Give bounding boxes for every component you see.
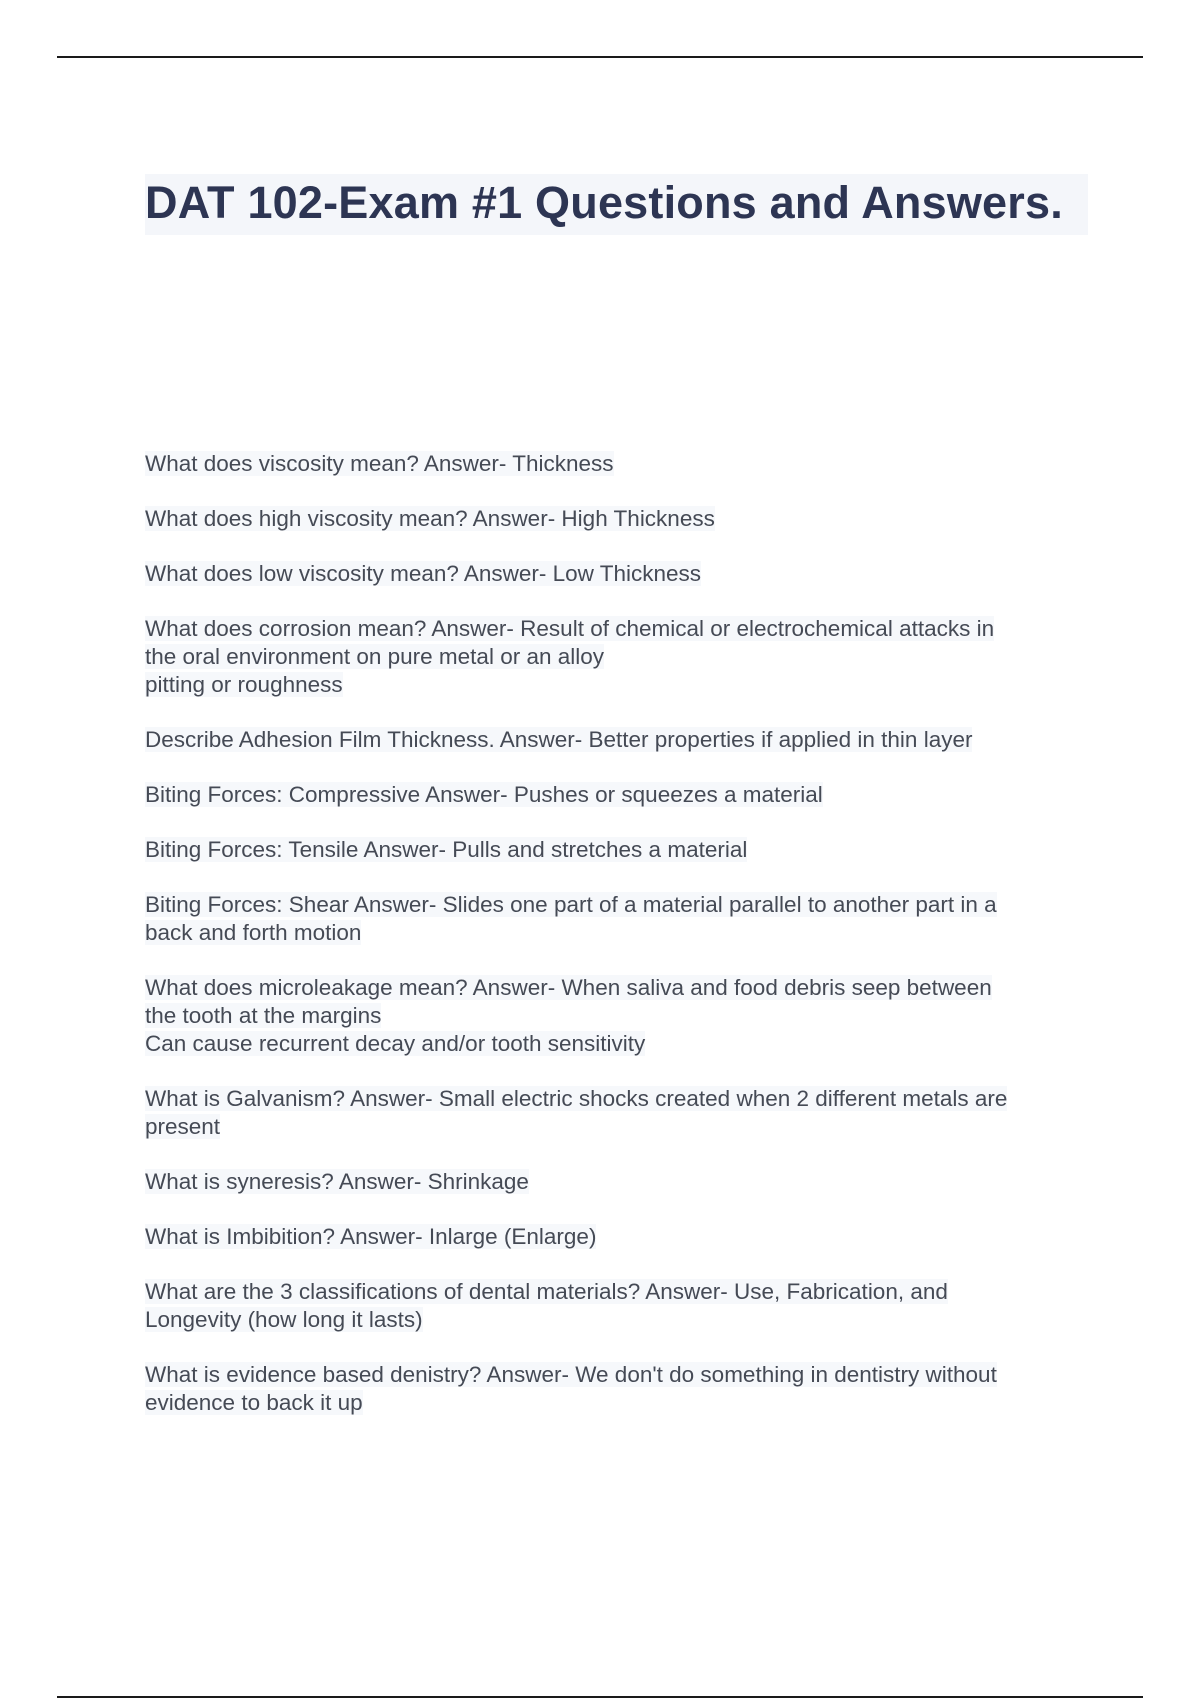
qa-line — [145, 1002, 1085, 1030]
qa-line — [145, 1278, 1085, 1306]
qa-line-text: the tooth at the margins — [145, 1003, 382, 1028]
qa-line-text: back and forth motion — [145, 920, 362, 945]
qa-line-text: Biting Forces: Compressive Answer- Pushes or squeezes a material — [145, 782, 823, 807]
qa-line-text: Can cause recurrent decay and/or tooth sensitivity — [145, 1031, 646, 1056]
qa-item — [145, 891, 1085, 947]
qa-line-text: the oral environment on pure metal or an alloy — [145, 644, 605, 669]
qa-line — [145, 919, 1085, 947]
qa-item — [145, 560, 1085, 588]
qa-line-text: Longevity (how long it lasts) — [145, 1307, 423, 1332]
qa-item — [145, 1278, 1085, 1334]
qa-line-text: Biting Forces: Tensile Answer- Pulls and stretches a material — [145, 837, 748, 862]
qa-item — [145, 1361, 1085, 1417]
qa-item — [145, 1223, 1085, 1251]
qa-line-text: evidence to back it up — [145, 1390, 363, 1415]
qa-line-text: What is syneresis? Answer- Shrinkage — [145, 1169, 529, 1194]
qa-item — [145, 1168, 1085, 1196]
qa-line — [145, 1223, 1085, 1251]
qa-line — [145, 781, 1085, 809]
qa-line — [145, 1113, 1085, 1141]
qa-item — [145, 615, 1085, 699]
qa-item — [145, 726, 1085, 754]
qa-line-text: What is Galvanism? Answer- Small electric shocks created when 2 different metals are — [145, 1086, 1008, 1111]
qa-line — [145, 1389, 1085, 1417]
qa-line — [145, 450, 1085, 478]
qa-list — [145, 450, 1085, 1444]
qa-line-text: What are the 3 classifications of dental materials? Answer- Use, Fabrication, and — [145, 1279, 948, 1304]
qa-line-text: What does low viscosity mean? Answer- Low Thickness — [145, 561, 702, 586]
document-title: DAT 102-Exam #1 Questions and Answers. — [145, 177, 1063, 228]
qa-line — [145, 643, 1085, 671]
qa-item — [145, 505, 1085, 533]
qa-line — [145, 1361, 1085, 1389]
qa-line — [145, 1168, 1085, 1196]
qa-line — [145, 505, 1085, 533]
qa-line-text: pitting or roughness — [145, 672, 343, 697]
qa-line — [145, 671, 1085, 699]
qa-line — [145, 1306, 1085, 1334]
qa-line-text: What does microleakage mean? Answer- When saliva and food debris seep between — [145, 975, 992, 1000]
qa-line-text: What is evidence based denistry? Answer- We don't do something in dentistry without — [145, 1362, 997, 1387]
qa-item — [145, 1085, 1085, 1141]
top-rule — [57, 56, 1143, 58]
qa-line — [145, 1030, 1085, 1058]
qa-line-text: What does corrosion mean? Answer- Result of chemical or electrochemical attacks in — [145, 616, 995, 641]
qa-item — [145, 836, 1085, 864]
qa-line — [145, 615, 1085, 643]
qa-item — [145, 974, 1085, 1058]
qa-line-text: Biting Forces: Shear Answer- Slides one part of a material parallel to another part in a — [145, 892, 997, 917]
qa-item — [145, 781, 1085, 809]
qa-line — [145, 726, 1085, 754]
qa-line — [145, 1085, 1085, 1113]
qa-line — [145, 974, 1085, 1002]
bottom-rule — [57, 1696, 1143, 1698]
qa-line-text: What is Imbibition? Answer- Inlarge (Enlarge) — [145, 1224, 597, 1249]
qa-line-text: What does viscosity mean? Answer- Thickness — [145, 451, 614, 476]
qa-line-text: What does high viscosity mean? Answer- High Thickness — [145, 506, 715, 531]
qa-item — [145, 450, 1085, 478]
qa-line — [145, 560, 1085, 588]
qa-line — [145, 891, 1085, 919]
qa-line-text: Describe Adhesion Film Thickness. Answer- Better properties if applied in thin layer — [145, 727, 973, 752]
qa-line-text: present — [145, 1114, 221, 1139]
qa-line — [145, 836, 1085, 864]
title-block — [145, 174, 1088, 235]
